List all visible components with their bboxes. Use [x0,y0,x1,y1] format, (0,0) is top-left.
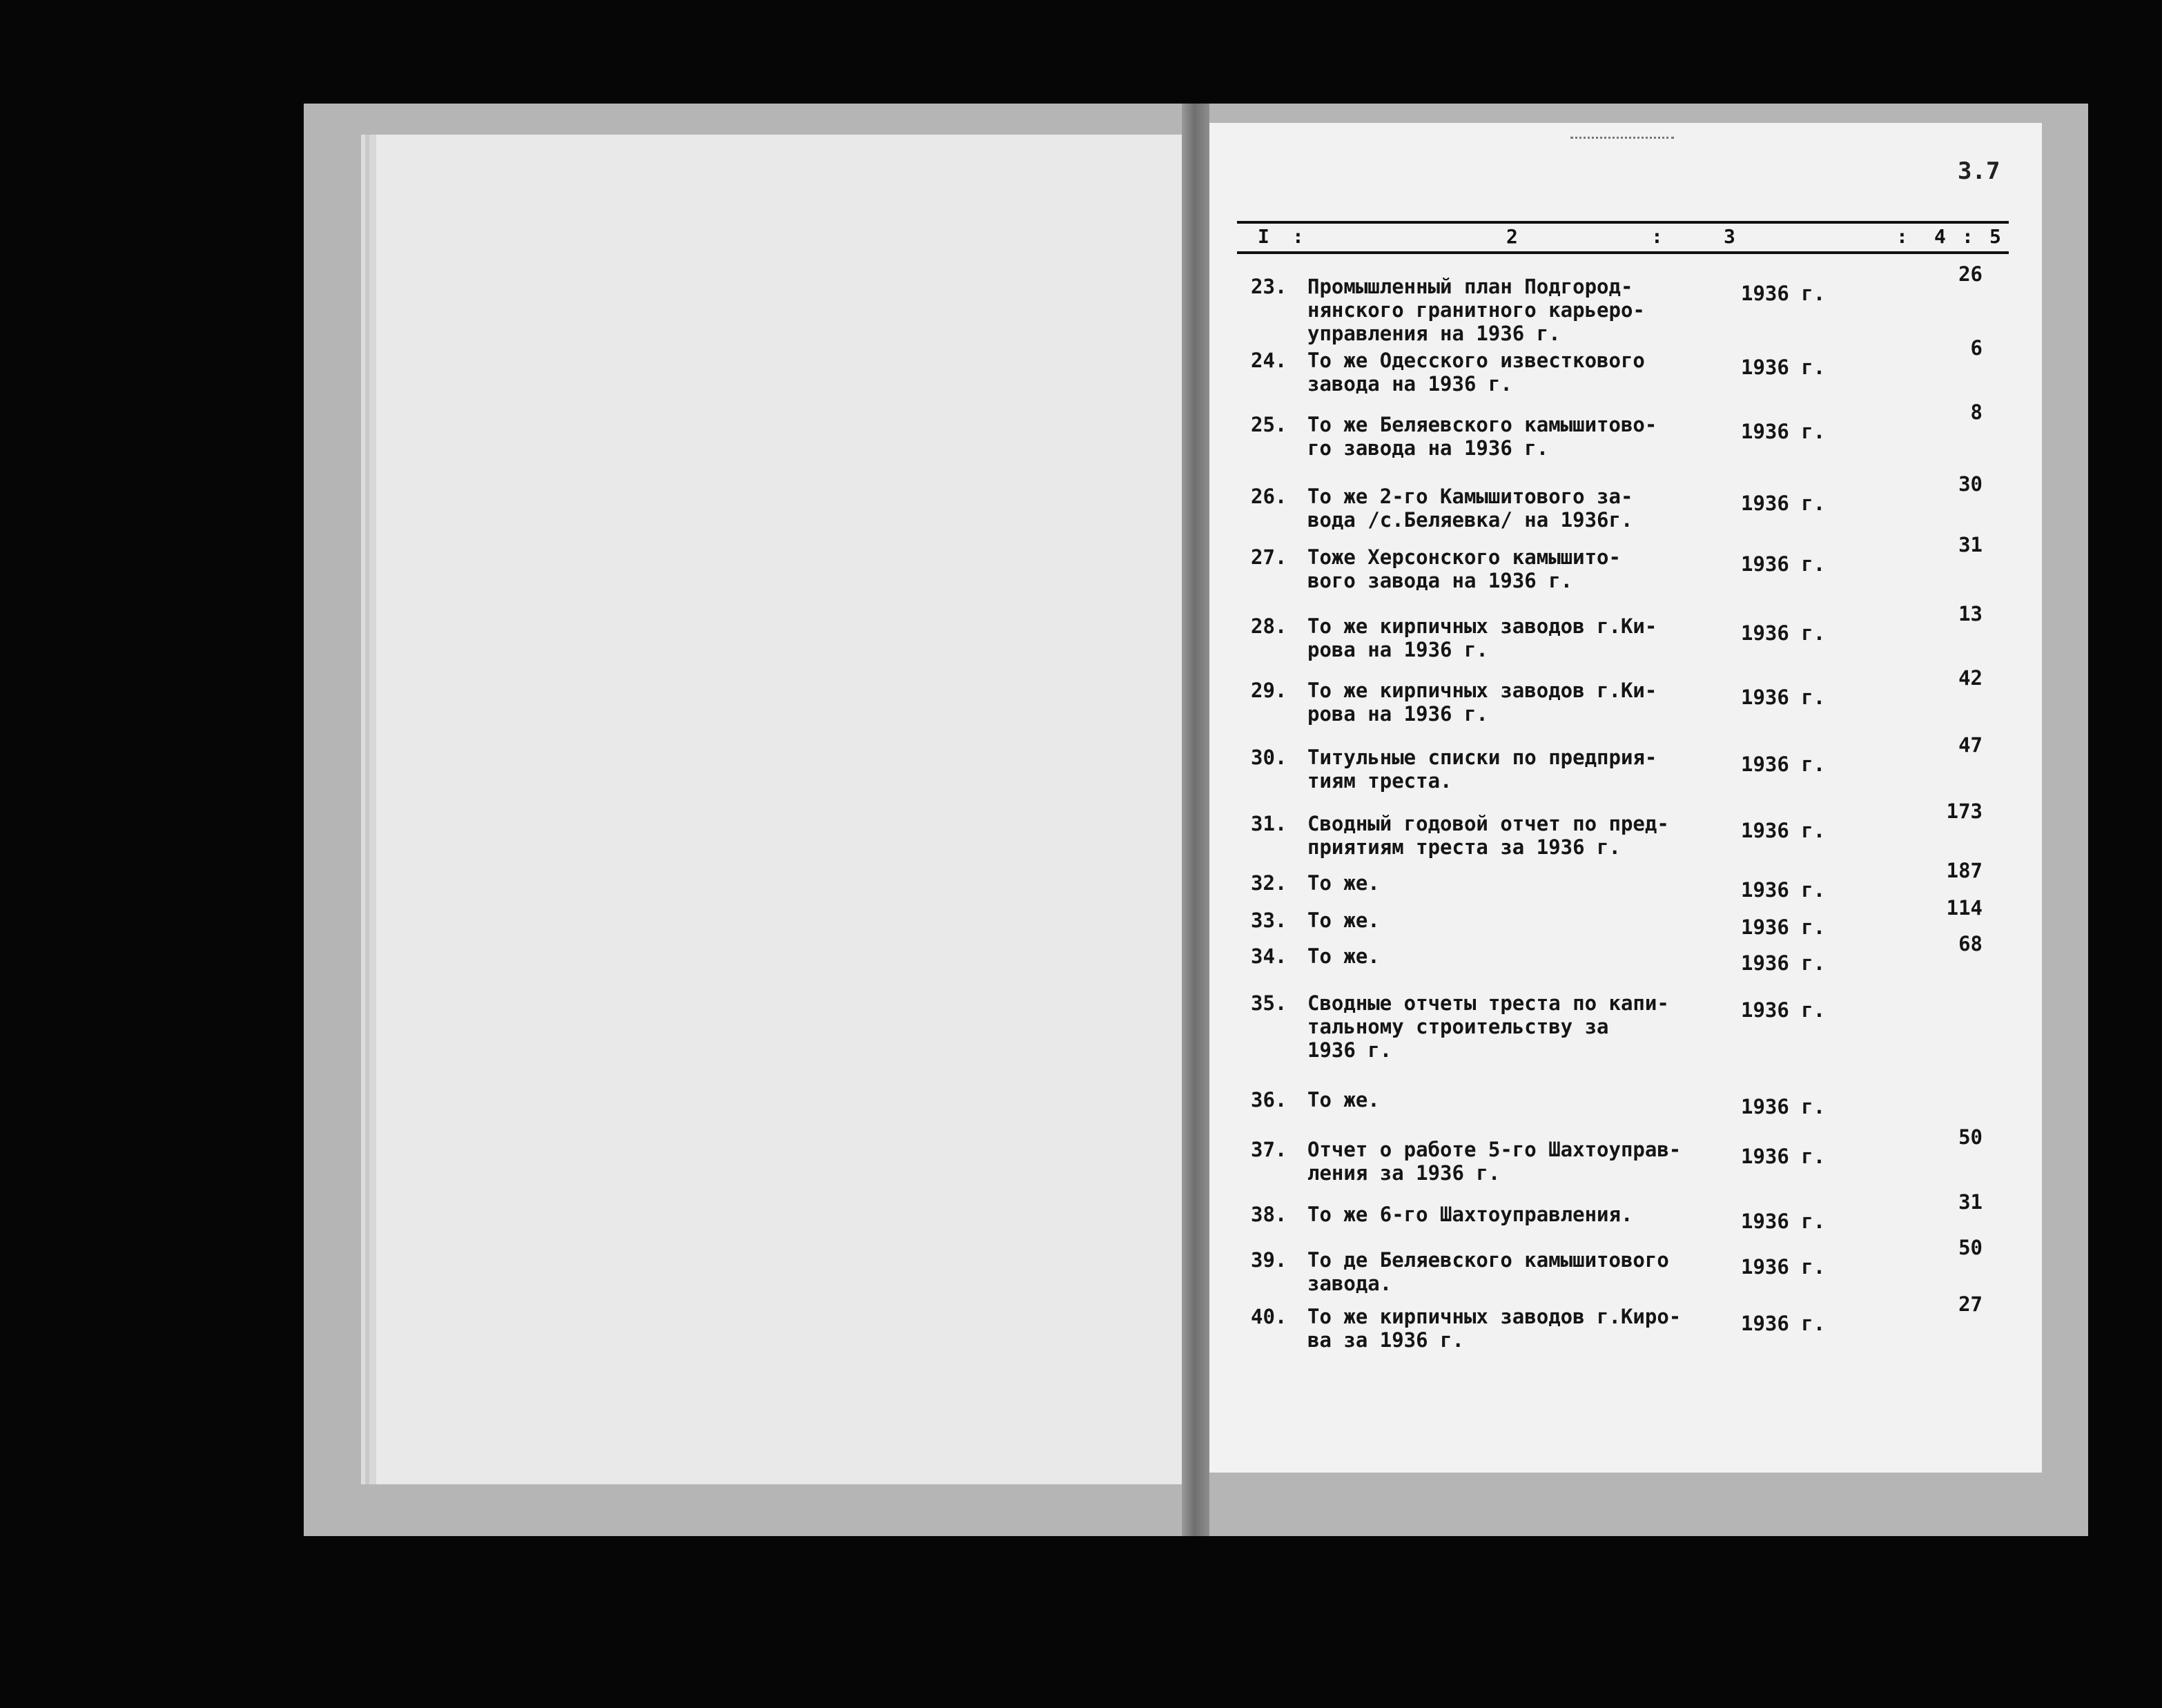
row-title: То де Беляевского камышитового завода. [1307,1248,1669,1295]
row-pages: 31 [1958,533,1983,556]
row-year: 1936 г. [1741,1095,1826,1118]
row-pages: 114 [1946,896,1983,920]
row-number: 31. [1251,812,1287,835]
row-number: 36. [1251,1088,1287,1112]
row-number: 37. [1251,1138,1287,1161]
row-pages: 50 [1958,1236,1983,1259]
column-header-4: 4 [1934,225,1946,248]
row-number: 40. [1251,1305,1287,1328]
column-header-2: 2 [1506,225,1518,248]
row-title: То же кирпичных заводов г.Киро- ва за 1936 г. [1307,1305,1682,1352]
row-number: 33. [1251,909,1287,932]
row-year: 1936 г. [1741,878,1826,902]
row-title: То же. [1307,909,1380,932]
row-number: 23. [1251,275,1287,298]
row-title: То же 2-го Камышитового за- вода /с.Беляевка/ на 1936г. [1307,485,1633,532]
row-year: 1936 г. [1741,1255,1826,1279]
row-year: 1936 г. [1741,356,1826,379]
book-gutter [1182,104,1209,1536]
row-pages: 47 [1958,733,1983,757]
row-title: То же 6-го Шахтоуправления. [1307,1203,1633,1226]
row-pages: 27 [1958,1292,1983,1316]
row-number: 34. [1251,944,1287,968]
row-number: 26. [1251,485,1287,508]
row-title: То же. [1307,1088,1380,1112]
mirrored-bleedthrough-text [418,259,1177,280]
column-header-5: 5 [1989,225,2001,248]
row-year: 1936 г. [1741,420,1826,443]
row-title: То же. [1307,871,1380,895]
table-header: I : 2 : 3 : 4 : 5 [1237,221,2009,254]
row-pages: 31 [1958,1190,1983,1214]
row-year: 1936 г. [1741,552,1826,576]
row-title: Сводные отчеты треста по капи- тальному строительству за 1936 г. [1307,991,1669,1062]
row-year: 1936 г. [1741,1145,1826,1168]
column-header-3: 3 [1724,225,1735,248]
row-pages: 13 [1958,602,1983,625]
row-year: 1936 г. [1741,951,1826,975]
row-pages: 8 [1970,400,1983,424]
row-year: 1936 г. [1741,1210,1826,1233]
row-pages: 42 [1958,666,1983,690]
row-pages: 6 [1970,336,1983,360]
row-number: 24. [1251,349,1287,372]
row-number: 32. [1251,871,1287,895]
row-title: То же кирпичных заводов г.Ки- рова на 1936 г. [1307,679,1657,726]
row-title: То же кирпичных заводов г.Ки- рова на 1936 г. [1307,614,1657,661]
row-pages: 173 [1946,799,1983,823]
row-pages: 30 [1958,472,1983,496]
row-number: 39. [1251,1248,1287,1272]
row-pages: 50 [1958,1125,1983,1149]
column-header-1: I [1258,225,1269,248]
row-pages: 187 [1946,859,1983,882]
row-year: 1936 г. [1741,915,1826,939]
row-title: Сводный годовой отчет по пред- приятиям треста за 1936 г. [1307,812,1669,859]
row-title: Тоже Херсонского камышито- вого завода на 1936 г. [1307,545,1621,592]
pencil-mark [1570,137,1674,146]
row-year: 1936 г. [1741,1312,1826,1335]
row-title: Отчет о работе 5-го Шахтоуправ- ления за 1936 г. [1307,1138,1682,1185]
row-number: 25. [1251,413,1287,436]
row-year: 1936 г. [1741,621,1826,645]
row-number: 28. [1251,614,1287,638]
row-number: 30. [1251,746,1287,769]
row-title: Промышленный план Подгород- нянского гранитного карьеро- управления на 1936 г. [1307,275,1645,345]
row-year: 1936 г. [1741,819,1826,842]
row-number: 27. [1251,545,1287,569]
row-title: То же Одесского известкового завода на 1936 г. [1307,349,1645,396]
row-title: То же Беляевского камышитово- го завода на 1936 г. [1307,413,1657,460]
row-pages: 26 [1958,262,1983,286]
row-title: То же. [1307,944,1380,968]
left-page-bleedthrough [369,135,1205,1484]
page-number: 3.7 [1958,157,2000,185]
row-pages: 68 [1958,932,1983,955]
row-year: 1936 г. [1741,686,1826,709]
row-title: Титульные списки по предприя- тиям треста. [1307,746,1657,793]
row-number: 29. [1251,679,1287,702]
row-number: 35. [1251,991,1287,1015]
row-year: 1936 г. [1741,998,1826,1022]
row-year: 1936 г. [1741,492,1826,515]
row-year: 1936 г. [1741,282,1826,305]
row-number: 38. [1251,1203,1287,1226]
row-year: 1936 г. [1741,753,1826,776]
